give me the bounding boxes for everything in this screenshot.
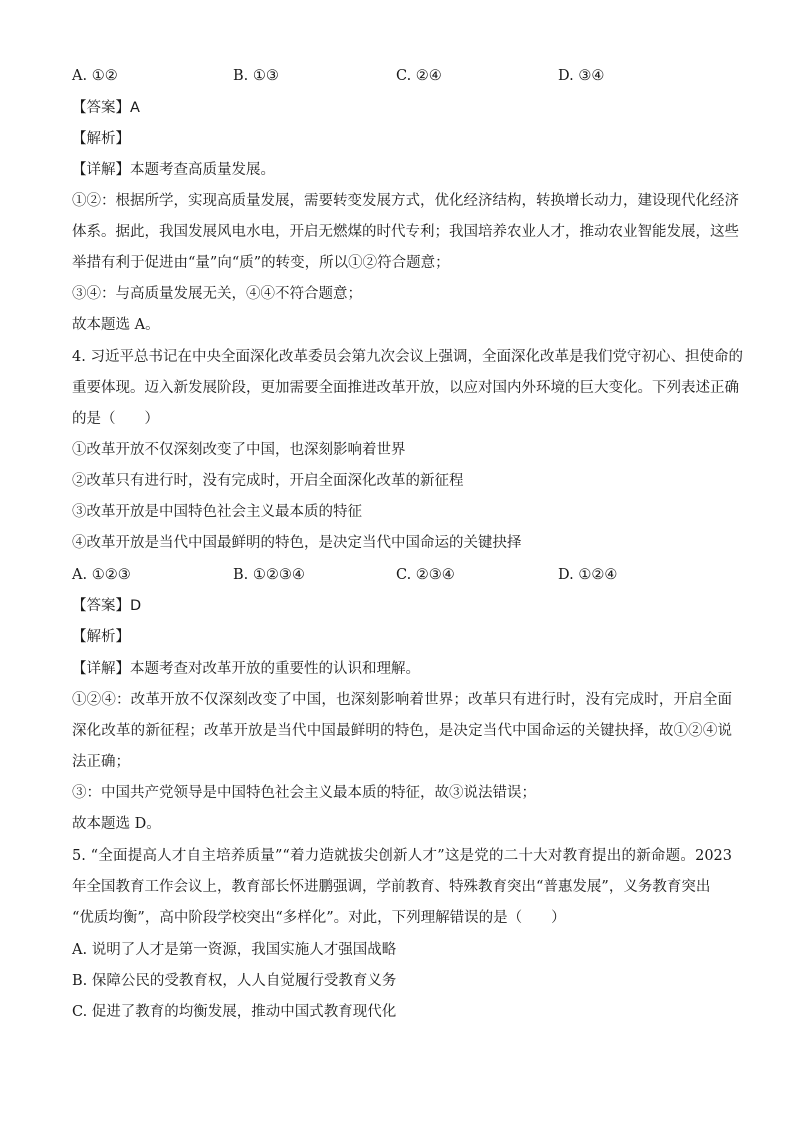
q5-stem-line: “优质均衡”，高中阶段学校突出“多样化”。对此，下列理解错误的是（ ） bbox=[72, 910, 566, 926]
q4-explanation-line: 深化改革的新征程；改革开放是当代中国最鲜明的特色，是决定当代中国命运的关键抉择，故①②④说 bbox=[72, 723, 732, 739]
q3-analysis-label: 【解析】 bbox=[72, 131, 130, 147]
q3-explanation-2: ③④：与高质量发展无关，④④不符合题意； bbox=[72, 286, 362, 302]
q4-stem-line: 重要体现。迈入新发展阶段，更加需要全面推进改革开放，以应对国内外环境的巨大变化。下列表述正确 bbox=[72, 380, 739, 396]
q4-stem-line: 4. 习近平总书记在中央全面深化改革委员会第九次会议上强调，全面深化改革是我们党守初心、担使命的 bbox=[72, 349, 743, 365]
q5-option-b: B. 保障公民的受教育权，人人自觉履行受教育义务 bbox=[72, 973, 397, 989]
q3-option-c: C. ②④ bbox=[396, 68, 442, 84]
q3-detail: 【详解】本题考查高质量发展。 bbox=[72, 162, 275, 178]
q5-stem-line: 年全国教育工作会议上，教育部长怀进鹏强调，学前教育、特殊教育突出“普惠发展”，义务教育突出 bbox=[72, 879, 711, 895]
q4-item: ①改革开放不仅深刻改变了中国，也深刻影响着世界 bbox=[72, 442, 406, 458]
q4-conclusion: 故本题选 D。 bbox=[72, 816, 161, 832]
q4-analysis-label: 【解析】 bbox=[72, 629, 130, 645]
q4-item: ②改革只有进行时，没有完成时，开启全面深化改革的新征程 bbox=[72, 473, 464, 489]
q4-option-b: B. ①②③④ bbox=[233, 567, 305, 583]
q3-conclusion: 故本题选 A。 bbox=[72, 317, 160, 333]
q4-item: ③改革开放是中国特色社会主义最本质的特征 bbox=[72, 504, 362, 520]
q4-option-a: A. ①②③ bbox=[72, 567, 131, 583]
q5-stem-line: 5. “全面提高人才自主培养质量”“着力造就拔尖创新人才”这是党的二十大对教育提出的新命题。2023 bbox=[72, 848, 732, 864]
q4-option-c: C. ②③④ bbox=[396, 567, 455, 583]
q5-option-a: A. 说明了人才是第一资源，我国实施人才强国战略 bbox=[72, 942, 397, 958]
q5-option-c: C. 促进了教育的均衡发展，推动中国式教育现代化 bbox=[72, 1004, 397, 1020]
q3-option-d: D. ③④ bbox=[558, 68, 605, 84]
q4-explanation-line: ①②④：改革开放不仅深刻改变了中国，也深刻影响着世界；改革只有进行时，没有完成时，开启全面 bbox=[72, 692, 732, 708]
q3-option-b: B. ①③ bbox=[233, 68, 279, 84]
q3-answer: 【答案】A bbox=[72, 100, 140, 116]
q4-explanation-line: 法正确； bbox=[72, 754, 130, 770]
q3-explanation-line: 举措有利于促进由“量”向“质”的转变，所以①②符合题意； bbox=[72, 255, 450, 271]
q4-answer: 【答案】D bbox=[72, 598, 142, 614]
q4-stem-line: 的是（ ） bbox=[72, 411, 159, 427]
q3-explanation-line: ①②：根据所学，实现高质量发展，需要转变发展方式，优化经济结构，转换增长动力，建设现代化经济 bbox=[72, 193, 739, 209]
q4-detail: 【详解】本题考查对改革开放的重要性的认识和理解。 bbox=[72, 661, 420, 677]
q4-option-d: D. ①②④ bbox=[558, 567, 618, 583]
q3-option-a: A. ①② bbox=[72, 68, 118, 84]
q3-explanation-line: 体系。据此，我国发展风电水电，开启无燃煤的时代专利；我国培养农业人才，推动农业智能发展，这些 bbox=[72, 224, 739, 240]
q4-item: ④改革开放是当代中国最鲜明的特色，是决定当代中国命运的关键抉择 bbox=[72, 535, 522, 551]
q4-explanation-2: ③：中国共产党领导是中国特色社会主义最本质的特征，故③说法错误； bbox=[72, 785, 536, 801]
